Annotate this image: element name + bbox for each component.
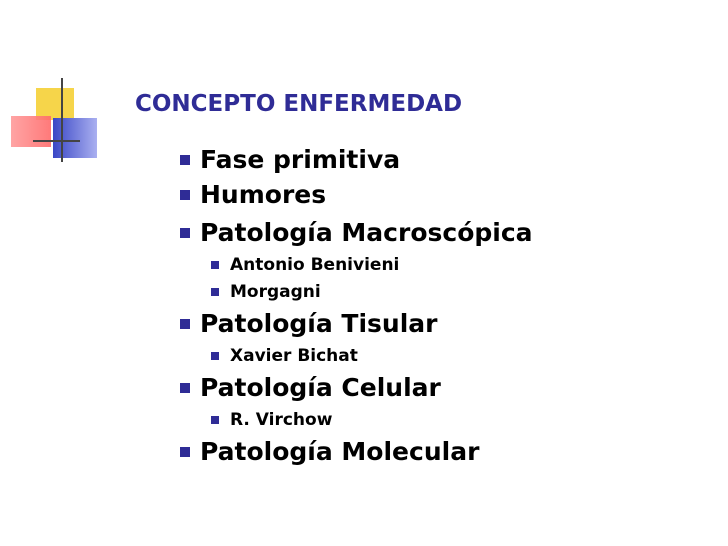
sub-bullet-text: Xavier Bichat bbox=[230, 346, 358, 366]
square-bullet-icon bbox=[211, 352, 219, 360]
blue-square bbox=[53, 118, 97, 158]
horizontal-line bbox=[33, 140, 80, 142]
square-bullet-icon bbox=[180, 190, 190, 200]
square-bullet-icon bbox=[180, 228, 190, 238]
sub-bullet-text: Antonio Benivieni bbox=[230, 255, 400, 275]
sub-bullet-text: R. Virchow bbox=[230, 410, 333, 430]
square-bullet-icon bbox=[211, 261, 219, 269]
bullet-text: Fase primitiva bbox=[200, 145, 401, 174]
red-square bbox=[11, 116, 51, 147]
decorative-squares-logo bbox=[0, 0, 100, 170]
bullet-text: Patología Celular bbox=[200, 373, 441, 402]
slide-title: CONCEPTO ENFERMEDAD bbox=[135, 91, 463, 117]
bullet-text: Patología Macroscópica bbox=[200, 218, 533, 247]
vertical-line bbox=[61, 78, 63, 162]
square-bullet-icon bbox=[180, 383, 190, 393]
square-bullet-icon bbox=[180, 447, 190, 457]
square-bullet-icon bbox=[211, 288, 219, 296]
bullet-text: Patología Tisular bbox=[200, 309, 438, 338]
sub-bullet-text: Morgagni bbox=[230, 282, 321, 302]
bullet-text: Humores bbox=[200, 180, 327, 209]
square-bullet-icon bbox=[180, 319, 190, 329]
bullet-text: Patología Molecular bbox=[200, 437, 480, 466]
square-bullet-icon bbox=[180, 155, 190, 165]
square-bullet-icon bbox=[211, 416, 219, 424]
